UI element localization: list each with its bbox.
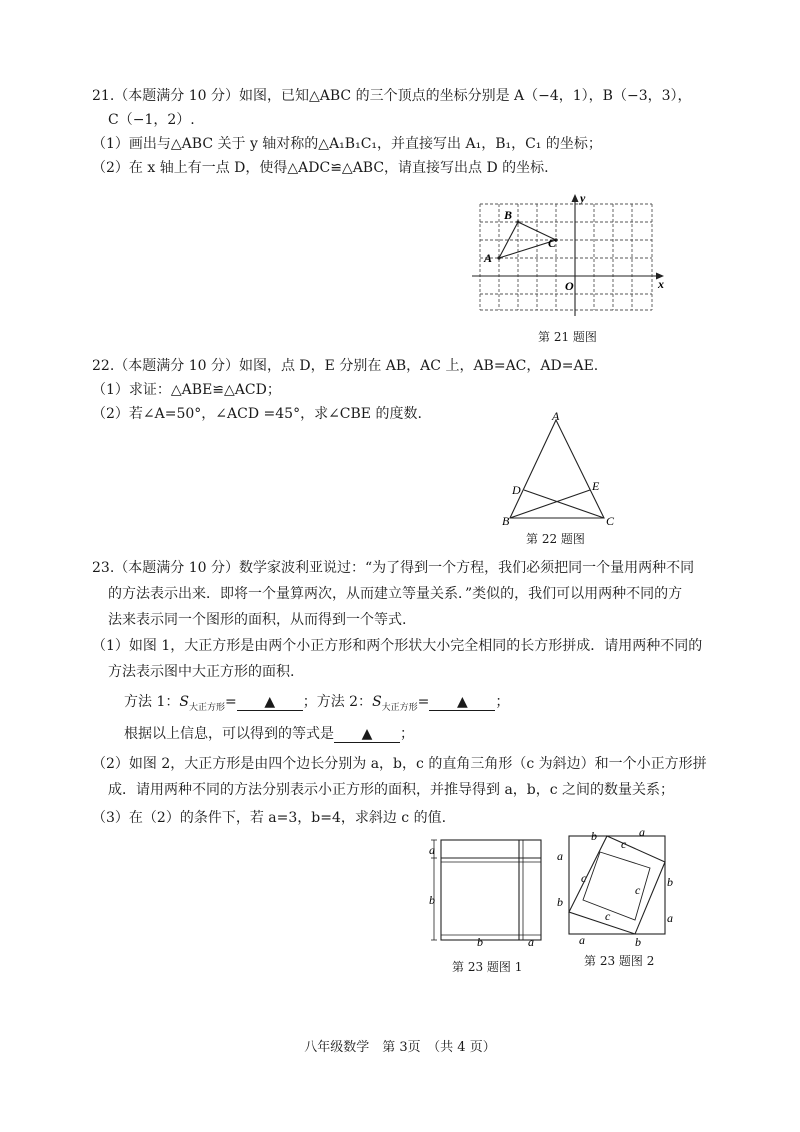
q23-part1a: （1）如图 1，大正方形是由两个小正方形和两个形状大小完全相同的长方形拼成．请用两种不同的	[92, 638, 703, 654]
conclude-label: 根据以上信息，可以得到的等式是	[124, 726, 334, 742]
q21-part2: （2）在 x 轴上有一点 D，使得△ADC≌△ABC，请直接写出点 D 的坐标.	[92, 160, 549, 176]
q22-figure	[496, 410, 626, 528]
q21-line2: C（−1，2）.	[108, 112, 195, 128]
q21-label-A: A	[484, 251, 493, 265]
fig2-label-c-top: c	[621, 837, 627, 851]
q21-label-B: B	[504, 208, 513, 222]
q23-part3: （3）在（2）的条件下，若 a=3，b=4，求斜边 c 的值.	[92, 810, 447, 826]
fig1-label-a-bottom: a	[528, 935, 534, 947]
q22-part1: （1）求证：△ABE≌△ACD；	[92, 382, 281, 398]
conclude-semi: ；	[400, 726, 414, 742]
page-footer: 八年级数学 第 3页 （共 4 页）	[304, 1040, 496, 1055]
q22-label-B: B	[502, 514, 510, 528]
q23-part2b: 成．请用两种不同的方法分别表示小正方形的面积，并推导得到 a，b，c 之间的数量关系；	[108, 782, 675, 798]
fig2-label-c-left: c	[581, 871, 587, 885]
q22-label-C: C	[606, 514, 615, 528]
q22-caption: 第 22 题图	[526, 532, 585, 546]
q21-label-C: C	[548, 236, 557, 250]
q22-line1: 22.（本题满分 10 分）如图，点 D，E 分别在 AB，AC 上，AB=AC，AD=AE.	[92, 358, 599, 374]
fig2-label-b-left: b	[557, 895, 563, 909]
q23-part2a: （2）如图 2，大正方形是由四个边长分别为 a，b，c 的直角三角形（c 为斜边）和一个小正方形拼	[92, 756, 707, 772]
q23-figure2	[555, 826, 680, 948]
fig1-label-a-left: a	[429, 843, 435, 857]
fig2-label-a-right: a	[667, 911, 673, 925]
q23-line3: 法来表示同一个图形的面积，从而得到一个等式.	[108, 612, 407, 628]
method1-s: S	[179, 694, 189, 710]
q21-label-x: x	[658, 277, 664, 291]
method2-label: ；方法 2：	[302, 694, 373, 710]
q23-conclude-line	[124, 724, 414, 744]
method1-eq: =	[224, 694, 237, 710]
method1-label: 方法 1：	[124, 694, 180, 710]
q23-caption2: 第 23 题图 2	[584, 954, 655, 968]
q23-figure1	[425, 832, 550, 947]
fig1-label-b-left: b	[429, 893, 435, 907]
conclude-blank: ▲	[334, 726, 400, 743]
method2-s: S	[372, 694, 382, 710]
q21-part1: （1）画出与△ABC 关于 y 轴对称的△A₁B₁C₁，并直接写出 A₁，B₁，C₁ 的坐标；	[92, 136, 602, 152]
fig2-label-a-left: a	[557, 849, 563, 863]
fig2-label-b-top: b	[591, 829, 597, 843]
method2-blank: ▲	[429, 694, 495, 711]
fig2-label-a-top: a	[639, 826, 645, 839]
q23-methods-line	[124, 692, 509, 718]
method2-sub: 大正方形	[381, 702, 418, 713]
fig1-label-b-bottom: b	[477, 935, 483, 947]
q23-caption1: 第 23 题图 1	[452, 960, 523, 974]
q22-part2: （2）若∠A=50°，∠ACD =45°，求∠CBE 的度数.	[92, 406, 422, 422]
q21-figure	[470, 192, 670, 322]
fig2-label-a-bottom: a	[579, 933, 585, 947]
q23-line2: 的方法表示出来．即将一个量算两次，从而建立等量关系．”类似的，我们可以用两种不同的方	[108, 586, 683, 602]
method1-sub: 大正方形	[188, 702, 225, 713]
method2-eq: =	[417, 694, 430, 710]
fig2-label-b-bottom: b	[635, 935, 641, 948]
q23-part1b: 方法表示图中大正方形的面积.	[108, 664, 295, 680]
q22-label-E: E	[592, 479, 600, 493]
q22-label-A: A	[552, 410, 560, 423]
q21-line1: 21.（本题满分 10 分）如图，已知△ABC 的三个顶点的坐标分别是 A（−4，1），B（−3，3），	[92, 88, 692, 104]
q23-line1: 23.（本题满分 10 分）数学家波利亚说过：“为了得到一个方程，我们必须把同一个量用两种不同	[92, 560, 695, 576]
method1-blank: ▲	[237, 694, 303, 711]
q21-label-y: y	[580, 192, 586, 205]
q21-label-O: O	[565, 279, 574, 293]
fig2-label-c-bottom: c	[605, 909, 611, 923]
fig2-label-b-right: b	[667, 875, 673, 889]
method2-semi: ；	[495, 694, 510, 710]
q21-caption: 第 21 题图	[538, 330, 597, 344]
q22-label-D: D	[512, 483, 521, 497]
fig2-label-c-right: c	[635, 883, 641, 897]
